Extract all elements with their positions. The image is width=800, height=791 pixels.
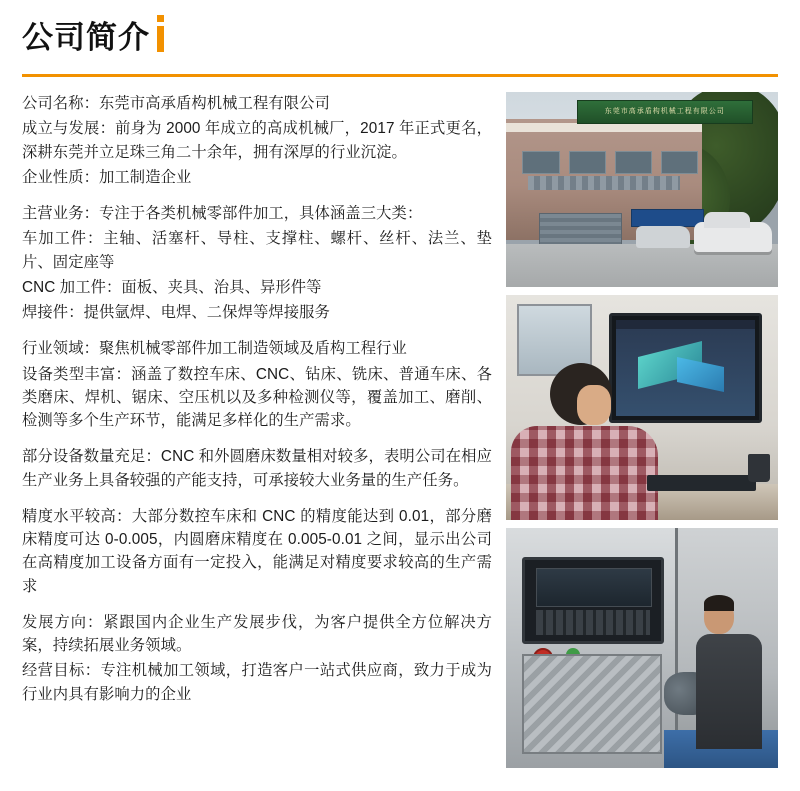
label-equipment-types: 设备类型丰富： [22,365,132,383]
page-header [0,0,800,70]
photo-car [694,222,772,252]
label-cnc-parts: CNC 加工件： [22,278,122,296]
photo-cup [748,454,770,482]
photo-company-signboard-text: 东莞市高承盾构机械工程有限公司 [604,107,725,115]
text-welding-parts: 提供氩焊、电焊、二保焊等焊接服务 [83,304,330,321]
photo-column [506,92,778,768]
photo-cad-model-secondary [677,357,724,392]
label-precision-level: 精度水平较高： [22,507,132,525]
photo-company-signboard [577,100,753,124]
photo-screen-toolbar [616,320,755,329]
text-column [22,92,492,768]
photo-window [522,151,559,174]
paragraph-equipment-quantity [22,445,492,492]
paragraph-cnc-parts [22,276,492,299]
page-title: 公司简介 [22,20,150,55]
content-area [0,70,800,768]
label-development-direction: 发展方向： [22,613,104,631]
photo-window [661,151,698,174]
text-turning-parts: 主轴、活塞杆、导柱、支撑柱、螺杆、丝杆、法兰、垫片、固定座等 [22,230,492,271]
label-business-goal: 经营目标： [22,662,101,680]
text-business-goal: 专注机械加工领域，打造客户一站式供应商，致力于成为行业内具有影响力的企业 [22,662,492,703]
label-main-business: 主营业务： [22,205,99,222]
photo-car-secondary [636,226,690,248]
text-company-name: 东莞市高承盾构机械工程有限公司 [99,95,330,112]
photo-engineer-face [577,385,611,425]
photo-machine-door [522,654,662,754]
paragraph-development-direction [22,611,492,658]
photo-cnc-keypad [536,610,650,634]
text-main-business: 专注于各类机械零部件加工，具体涵盖三大类： [99,205,423,222]
photo-worker-body [696,634,761,749]
photo-building-band [506,123,702,132]
label-company-name: 公司名称： [22,95,99,112]
photo-window [569,151,606,174]
label-establishment: 成立与发展： [22,120,116,138]
photo-keyboard [647,475,756,491]
paragraph-main-business [22,202,492,225]
label-turning-parts: 车加工件： [22,230,104,248]
text-establishment: 前身为 2000 年成立的高成机械厂，2017 年正式更名，深耕东莞并立足珠三角二十余年，拥有深厚的行业沉淀。 [22,120,492,161]
paragraph-business-goal [22,659,492,706]
paragraph-welding-parts [22,301,492,324]
title-accent-mark [157,26,164,52]
photo-window [615,151,652,174]
photo-engineer-body [511,426,658,521]
photo-monitor-screen [616,320,755,416]
photo-factory-exterior [506,92,778,287]
photo-worker-hair [704,595,734,611]
label-equipment-quantity: 部分设备数量充足： [22,448,161,466]
paragraph-equipment-types [22,363,492,433]
label-welding-parts: 焊接件： [22,304,84,321]
text-equipment-types: 涵盖了数控车床、CNC、钻床、铣床、普通车床、各类磨床、焊机、锯床、空压机以及多种检测仪等，覆盖加工、磨削、检测等多个生产环节，能满足多样化的生产需求。 [22,365,492,429]
paragraph-nature [22,166,492,189]
text-precision-level: 大部分数控车床和 CNC 的精度能达到 0.01，部分磨床精度可达 0-0.005，内圆磨床精度在 0.005-0.01 之间，显示出公司在高精度加工设备方面有一定投入，能满足对精度要求较高的生产需求 [22,507,493,595]
title-row [22,22,800,53]
paragraph-company-name [22,92,492,115]
photo-cnc-control-panel [522,557,664,645]
label-industry-field: 行业领域： [22,340,99,358]
text-development-direction: 紧跟国内企业生产发展步伐，为客户提供全方位解决方案，持续拓展业务领域。 [22,613,492,654]
text-cnc-parts: 面板、夹具、治具、异形件等 [121,278,322,296]
photo-cnc-display [536,568,652,608]
label-nature: 企业性质： [22,168,99,186]
photo-blue-sign [631,209,704,227]
text-nature: 加工制造企业 [99,168,192,186]
paragraph-industry-field [22,337,492,360]
photo-cnc-operation [506,528,778,768]
text-equipment-quantity: CNC 和外圆磨床数量相对较多，表明公司在相应生产业务上具备较强的产能支持，可承接较大业务量的生产任务。 [22,448,492,489]
paragraph-precision-level [22,505,492,598]
paragraph-turning-parts [22,227,492,274]
photo-awning [528,176,680,190]
photo-cad-workstation [506,295,778,520]
photo-monitor [609,313,762,423]
paragraph-establishment [22,117,492,164]
text-industry-field: 聚焦机械零部件加工制造领域及盾构工程行业 [99,340,407,358]
